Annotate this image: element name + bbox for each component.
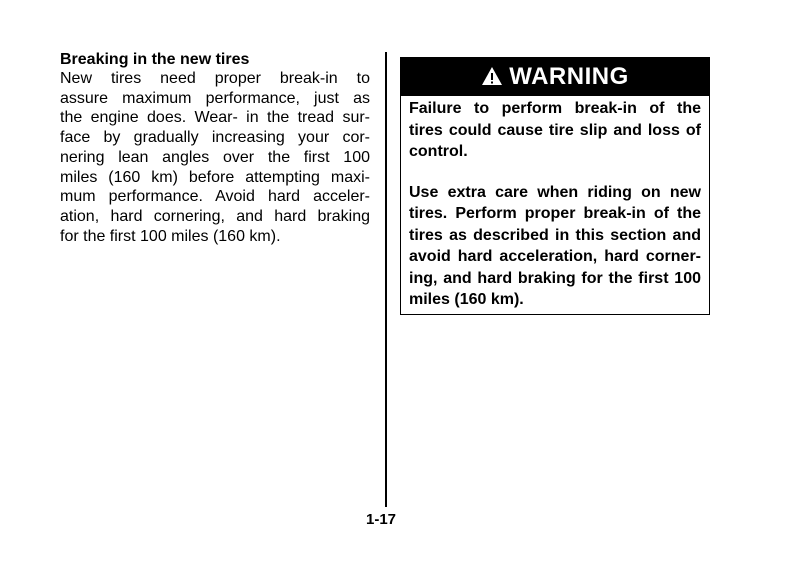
- warning-line: tires. Perform proper break-in of the: [409, 205, 701, 222]
- body-line: face by gradually increasing your cor-: [60, 129, 370, 147]
- column-divider: [385, 52, 387, 507]
- body-line: nering lean angles over the first 100: [60, 148, 370, 166]
- break-in-section: [60, 50, 370, 246]
- warning-paragraph: [409, 98, 701, 163]
- body-line: miles (160 km) before attempting maxi-: [60, 168, 370, 186]
- warning-triangle-icon: [481, 66, 503, 86]
- warning-header: [401, 58, 709, 96]
- section-body: [60, 69, 370, 246]
- warning-line: miles (160 km).: [409, 291, 524, 308]
- body-line: the engine does. Wear- in the tread sur-: [60, 109, 370, 127]
- page-number: 1-17: [366, 511, 397, 528]
- warning-line: Failure to perform break-in of the: [409, 100, 701, 117]
- warning-line: avoid hard acceleration, hard corner-: [409, 248, 701, 265]
- warning-title: WARNING: [509, 63, 629, 90]
- body-line: New tires need proper break-in to: [60, 70, 370, 87]
- warning-box: [400, 57, 710, 315]
- warning-paragraph: [409, 182, 701, 311]
- warning-line: tires could cause tire slip and loss of: [409, 121, 701, 139]
- warning-line: Use extra care when riding on new: [409, 183, 701, 201]
- body-line: for the first 100 miles (160 km).: [60, 227, 281, 245]
- warning-body: [401, 98, 709, 311]
- body-line: assure maximum performance, just as: [60, 89, 370, 107]
- body-line: mum performance. Avoid hard acceler-: [60, 188, 370, 206]
- section-heading: Breaking in the new tires: [60, 51, 250, 68]
- warning-line: tires as described in this section and: [409, 226, 701, 244]
- body-line: ation, hard cornering, and hard braking: [60, 207, 370, 225]
- warning-line: ing, and hard braking for the first 100: [409, 269, 701, 287]
- warning-line: control.: [409, 143, 468, 160]
